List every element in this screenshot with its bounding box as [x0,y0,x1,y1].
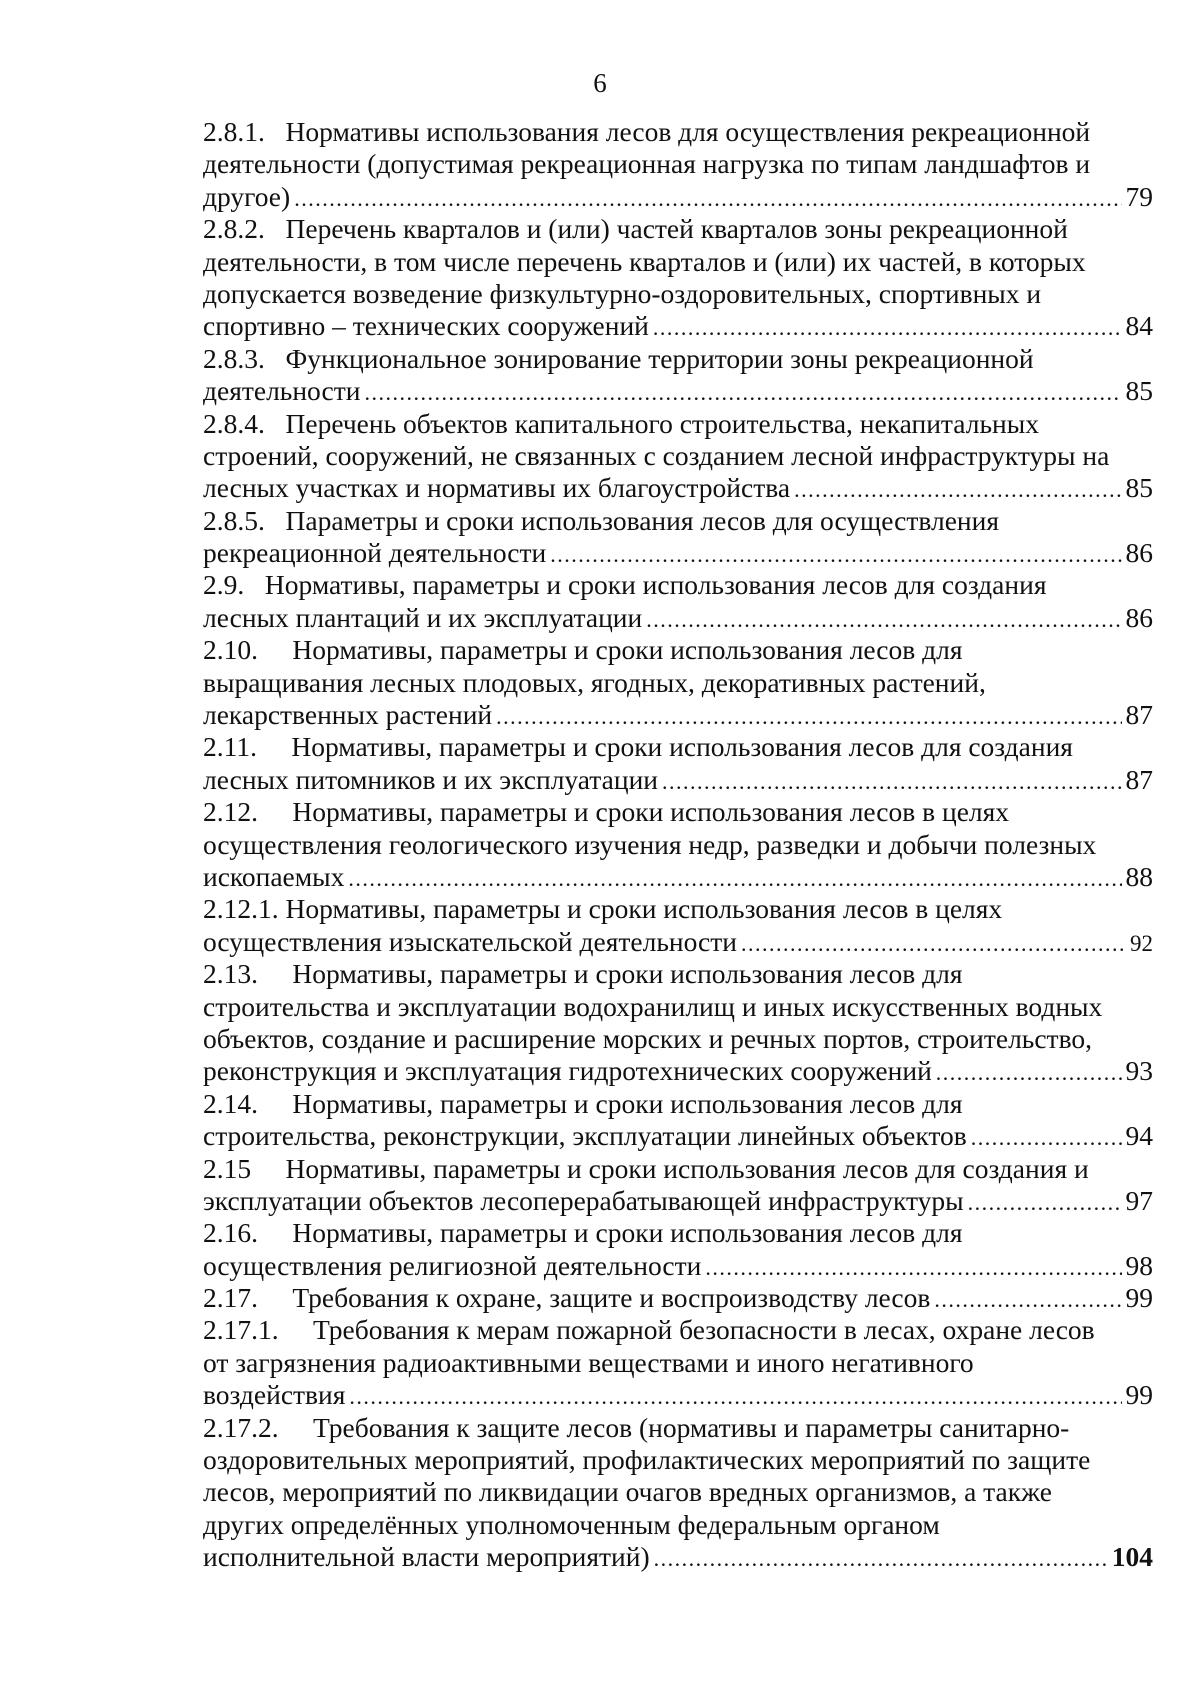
toc-entry-text: 2.12.1. Нормативы, параметры и сроки использования лесов в целях [203,893,1003,925]
dot-leader [294,181,1121,215]
toc-entry-line [203,1476,1153,1508]
toc-entry-text: 2.8.3. Функциональное зонирование территории зоны рекреационной [203,342,1034,374]
toc-page-number: 86 [1125,537,1153,569]
toc-entry[interactable] [203,731,1153,796]
toc-entry-line [203,926,1153,958]
toc-entry-line [203,1509,1153,1541]
toc-entry-text: оздоровительных мероприятий, профилактических мероприятий по защите [203,1444,1091,1476]
toc-entry-line [203,861,1153,893]
toc-entry[interactable] [203,1412,1153,1574]
toc-entry-line [203,1217,1153,1249]
dot-leader [936,1055,1122,1089]
toc-entry-text: 2.17.1. Требования к мерам пожарной безопасности в лесах, охране лесов [203,1314,1095,1346]
toc-entry-line [203,375,1153,407]
toc-entry[interactable] [203,893,1153,958]
toc-entry-text: осуществления геологического изучения недр, разведки и добычи полезных [203,828,1097,860]
page-number: 6 [593,68,607,98]
dot-leader [496,699,1121,733]
toc-entry[interactable] [203,1088,1153,1153]
dot-leader [934,1282,1121,1316]
toc-entry-text: деятельности, в том числе перечень кварталов и (или) их частей, в которых [203,245,1086,277]
toc-page-number: 97 [1125,1184,1153,1216]
toc-page-number: 87 [1125,763,1153,795]
toc-page-number: 93 [1125,1055,1153,1087]
toc-page-number: 94 [1125,1120,1153,1152]
toc-entry-text: 2.16. Нормативы, параметры и сроки использования лесов для [203,1217,963,1249]
toc-entry-text: реконструкция и эксплуатация гидротехнических сооружений [203,1055,932,1087]
toc-entry-line [203,1444,1153,1476]
toc-entry-text: 2.8.4. Перечень объектов капитального строительства, некапитальных [203,407,1039,439]
toc-entry-text: лесных питомников и их эксплуатации [203,763,659,795]
toc-entry-line [203,537,1153,569]
toc-entry[interactable] [203,1282,1153,1314]
dot-leader [705,1250,1121,1284]
toc-entry-line [203,569,1153,601]
toc-entry-text: другое) [203,180,291,212]
toc-entry-text: осуществления религиозной деятельности [203,1249,702,1281]
toc-entry[interactable] [203,569,1153,634]
toc-page-number: 98 [1125,1249,1153,1281]
dot-leader [646,602,1121,636]
toc-entry[interactable] [203,505,1153,570]
toc-entry[interactable] [203,213,1153,343]
toc-entry-line [203,667,1153,699]
toc-entry-text: деятельности (допустимая рекреационная нагрузка по типам ландшафтов и [203,148,1091,180]
toc-entry[interactable] [203,1217,1153,1282]
toc-entry-text: ископаемых [203,860,345,892]
toc-entry-line [203,148,1153,180]
toc-page-number: 86 [1125,601,1153,633]
toc-entry-text: лесных участках и нормативы их благоустройства [203,472,791,504]
toc-entry-text: 2.9. Нормативы, параметры и сроки использования лесов для создания [203,569,1047,601]
dot-leader [654,1541,1108,1575]
toc-entry-line [203,408,1153,440]
toc-entry-text: лекарственных растений [203,699,493,731]
toc-entry-line [203,1347,1153,1379]
toc-entry[interactable] [203,343,1153,408]
toc-entry-text: 2.13. Нормативы, параметры и сроки использования лесов для [203,958,963,990]
toc-entry-text: спортивно – технических сооружений [203,310,649,342]
toc-entry-text: 2.14. Нормативы, параметры и сроки использования лесов для [203,1087,963,1119]
toc-entry-text: эксплуатации объектов лесоперерабатывающей инфраструктуры [203,1184,964,1216]
toc-page-number: 104 [1111,1541,1153,1573]
toc-entry-line [203,505,1153,537]
toc-entry-text: строительства и эксплуатации водохранилищ и иных искусственных водных [203,990,1103,1022]
toc-entry-text: лесов, мероприятий по ликвидации очагов вредных организмов, а также [203,1476,1052,1508]
toc-entry-text: 2.12. Нормативы, параметры и сроки использования лесов в целях [203,796,1010,828]
dot-leader [662,764,1121,798]
toc-page-number: 85 [1125,375,1153,407]
toc-entry-text: строений, сооружений, не связанных с созданием лесной инфраструктуры на [203,439,1110,471]
toc-entry[interactable] [203,796,1153,893]
toc-entry-text: исполнительной власти мероприятий) [203,1541,650,1573]
toc-entry-line [203,829,1153,861]
toc-entry-line [203,893,1153,925]
toc-entry-line [203,246,1153,278]
toc-page-number: 99 [1125,1282,1153,1314]
toc-page-number: 99 [1125,1379,1153,1411]
toc-entry-line [203,764,1153,796]
toc-entry-text: допускается возведение физкультурно-оздоровительных, спортивных и [203,277,1042,309]
toc-entry-line [203,958,1153,990]
toc-entry-line [203,1153,1153,1185]
toc-entry[interactable] [203,116,1153,213]
toc-entry-line [203,731,1153,763]
toc-entry-line [203,602,1153,634]
toc-entry-text: выращивания лесных плодовых, ягодных, декоративных растений, [203,666,986,698]
toc-entry-text: осуществления изыскательской деятельности [203,925,737,957]
toc-entry-text: деятельности [203,375,361,407]
dot-leader [550,537,1121,571]
toc-entry[interactable] [203,1314,1153,1411]
dot-leader [349,1379,1121,1413]
toc-entry-text: лесных плантаций и их эксплуатации [203,601,643,633]
toc-entry-line [203,1088,1153,1120]
dot-leader [364,375,1121,409]
toc-entry[interactable] [203,1153,1153,1218]
toc-entry-line [203,1282,1153,1314]
dot-leader [968,1185,1122,1219]
toc-entry-line [203,1541,1153,1573]
dot-leader [741,926,1126,960]
toc-entry-line [203,116,1153,148]
dot-leader [971,1120,1122,1154]
toc-entry-line [203,1250,1153,1282]
toc-entry-text: объектов, создание и расширение морских и речных портов, строительство, [203,1022,1092,1054]
toc-page-number: 88 [1125,860,1153,892]
toc-entry-line [203,796,1153,828]
toc-page-number: 79 [1125,180,1153,212]
toc-entry-text: воздействия [203,1379,346,1411]
toc-entry-line [203,278,1153,310]
toc-entry-line [203,440,1153,472]
toc-entry-text: 2.11. Нормативы, параметры и сроки использования лесов для создания [203,731,1073,763]
toc-entry-line [203,1314,1153,1346]
toc-entry-line [203,472,1153,504]
toc-entry[interactable] [203,408,1153,505]
toc-entry-text: рекреационной деятельности [203,537,547,569]
dot-leader [653,310,1122,344]
toc-entry-text: 2.17. Требования к охране, защите и воспроизводству лесов [203,1282,931,1314]
toc-entry-line [203,310,1153,342]
toc-entry-line [203,1055,1153,1087]
toc-entry-line [203,1185,1153,1217]
toc-entry-text: 2.15 Нормативы, параметры и сроки использования лесов для создания и [203,1152,1089,1184]
toc-entry-text: 2.17.2. Требования к защите лесов (нормативы и параметры санитарно- [203,1411,1070,1443]
toc-entry[interactable] [203,958,1153,1088]
toc-entry-line [203,1023,1153,1055]
toc-page-number: 85 [1125,472,1153,504]
toc-entry-text: 2.10. Нормативы, параметры и сроки использования лесов для [203,634,963,666]
toc-page-number: 84 [1125,310,1153,342]
toc-entry-text: от загрязнения радиоактивными веществами и иного негативного [203,1346,974,1378]
toc-entry-line [203,213,1153,245]
table-of-contents [203,116,1153,1574]
toc-page-number: 92 [1130,930,1153,956]
toc-entry-text: 2.8.5. Параметры и сроки использования лесов для осуществления [203,504,999,536]
toc-page-number: 87 [1125,699,1153,731]
toc-entry-text: строительства, реконструкции, эксплуатации линейных объектов [203,1120,967,1152]
toc-entry-line [203,1412,1153,1444]
toc-entry-line [203,634,1153,666]
toc-entry-text: 2.8.1. Нормативы использования лесов для осуществления рекреационной [203,116,1091,147]
toc-entry-line [203,991,1153,1023]
dot-leader [348,861,1121,895]
toc-entry-text: 2.8.2. Перечень кварталов и (или) частей кварталов зоны рекреационной [203,213,1068,245]
toc-entry-text: других определённых уполномоченным федеральным органом [203,1508,940,1540]
toc-entry-line [203,699,1153,731]
toc-entry-line [203,181,1153,213]
dot-leader [794,472,1121,506]
toc-entry[interactable] [203,634,1153,731]
toc-entry-line [203,343,1153,375]
toc-entry-line [203,1379,1153,1411]
toc-entry-line [203,1120,1153,1152]
